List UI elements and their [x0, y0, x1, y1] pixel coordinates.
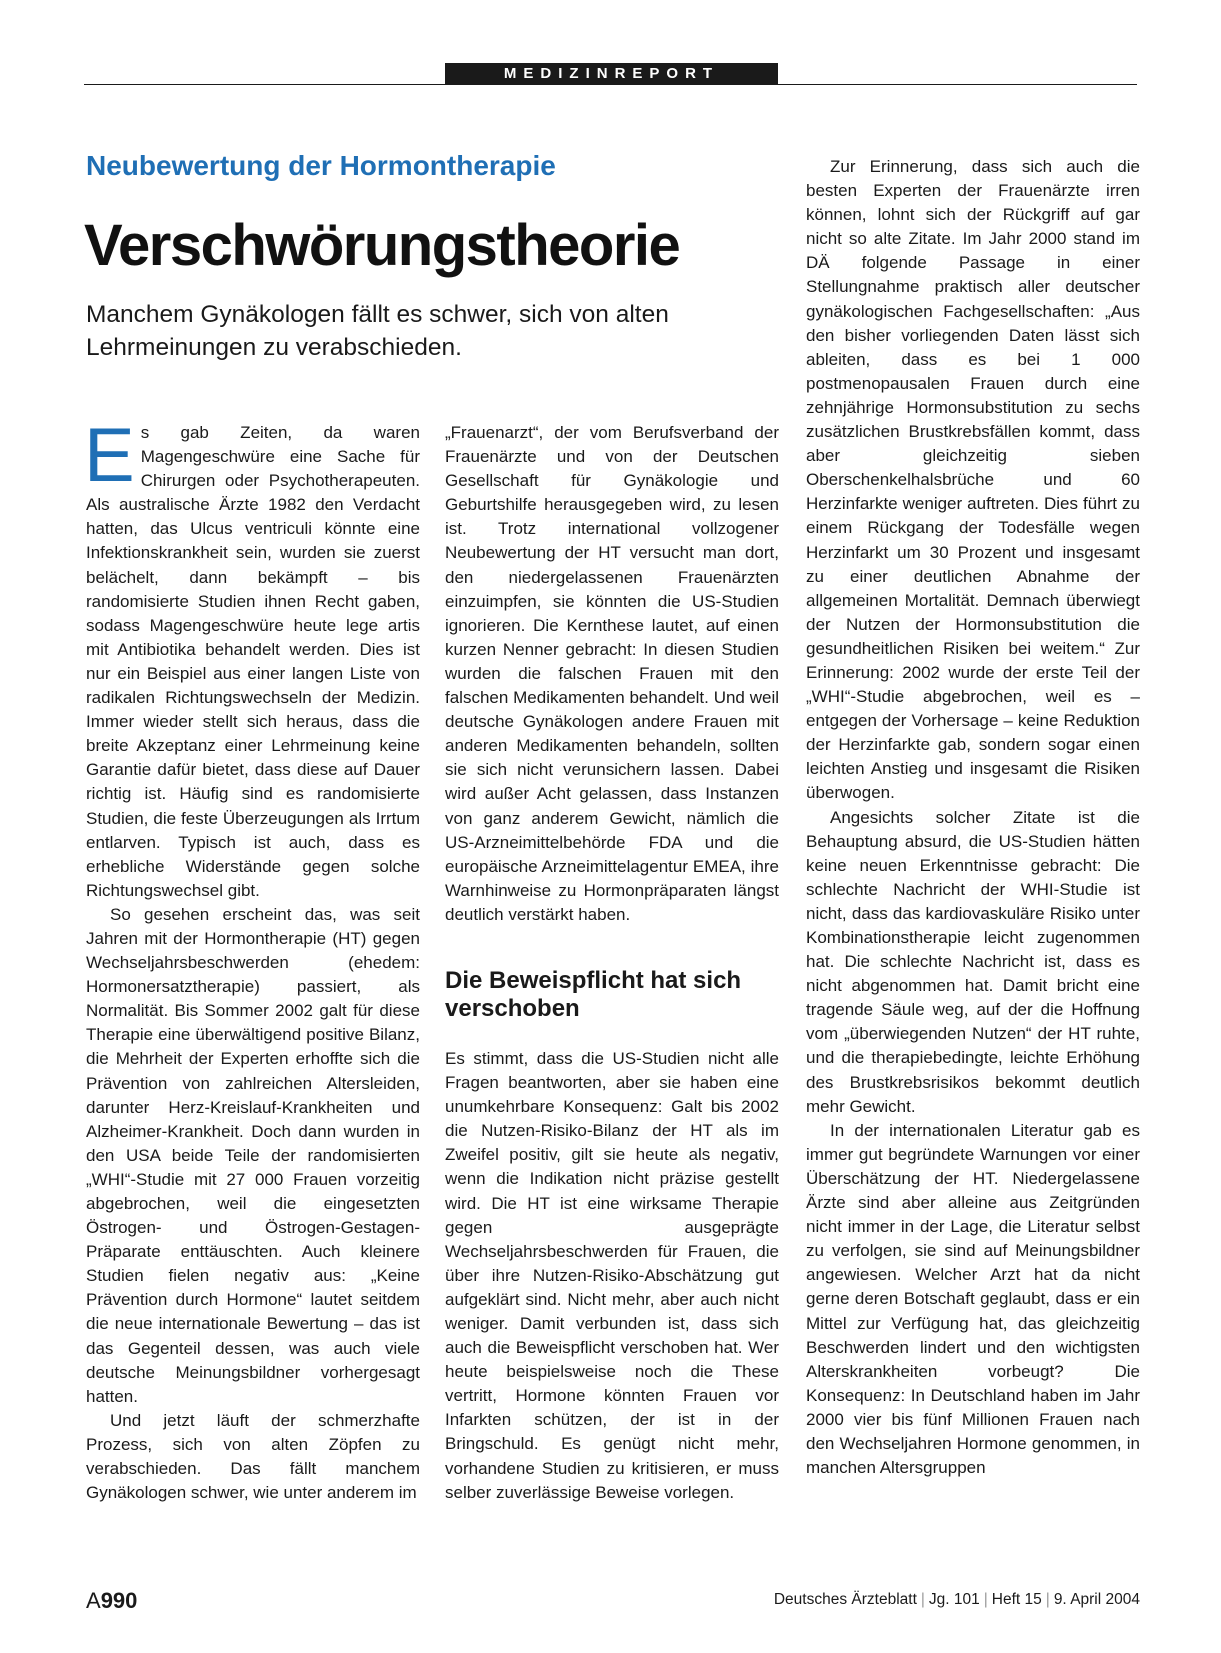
- page-letter: A: [86, 1588, 101, 1613]
- separator: |: [920, 1591, 925, 1608]
- paragraph: Angesichts solcher Zitate ist die Behauptung absurd, die US-Studien hätten keine neuen Erkenntnisse gebracht: Die schlechte Nachricht der WHI-Studie ist nicht, dass das kardiovaskuläre Risiko unter Kombinationstherapie leicht zugenommen hat. Die schlechte Nachricht ist, dass es nicht abgenommen hat. Damit bricht eine tragende Säule weg, auf der die Hoffnung vom „überwiegenden Nutzen“ der HT ruhte, und die therapiebedingte, leichte Erhöhung des Brustkrebsrisikos bekommt deutlich mehr Gewicht.: [806, 807, 1140, 1116]
- journal-name: Deutsches Ärzteblatt: [773, 1591, 917, 1608]
- article-standfirst: Manchem Gynäkologen fällt es schwer, sich von alten Lehrmeinungen zu verabschieden.: [86, 301, 669, 361]
- page-number-value: 990: [100, 1588, 138, 1613]
- section-tag: MEDIZINREPORT: [445, 63, 778, 85]
- article-title: Verschwörungstheorie: [84, 213, 680, 278]
- journal-issue: Heft 15: [991, 1591, 1042, 1608]
- journal-volume: Jg. 101: [928, 1591, 980, 1608]
- article-kicker: Neubewertung der Hormontherapie: [86, 150, 556, 181]
- separator: |: [1045, 1591, 1050, 1608]
- section-subheading: Die Beweispflicht hat sich verschoben: [445, 966, 742, 1022]
- text-column-3: [806, 155, 1140, 1480]
- publication-info: [774, 1591, 1140, 1609]
- paragraph: So gesehen erscheint das, was seit Jahren mit der Hormontherapie (HT) gegen Wechseljahrsbeschwerden (ehedem: Hormonersatztherapie) passiert, als Normalität. Bis Sommer 2002 galt für diese Therapie eine überwältigend positive Bilanz, die Mehrheit der Experten erhoffte sich die Prävention von zahlreichen Altersleiden, darunter Herz-Kreislauf-Krankheiten und Alzheimer-Krankheit. Doch dann wurden in den USA beide Teile der randomisierten „WHI“-Studie mit 27 000 Frauen vorzeitig abgebrochen, weil die eingesetzten Östrogen- und Östrogen-Gestagen-Präparate enttäuschten. Auch kleinere Studien fielen negativ aus: „Keine Prävention durch Hormone“ lautet seitdem die neue internationale Bewertung – das ist das Gegenteil dessen, was auch viele deutsche Meinungsbildner vorhergesagt hatten.: [86, 904, 420, 1406]
- drop-cap: E: [84, 413, 135, 498]
- paragraph: Es stimmt, dass die US-Studien nicht alle Fragen beantworten, aber sie haben eine unumkehrbare Konsequenz: Galt bis 2002 die Nutzen-Risiko-Bilanz der HT als im Zweifel positiv, gilt sie heute als negativ, wenn die Indikation nicht präzise gestellt wird. Die HT ist eine wirksame Therapie gegen ausgeprägte Wechseljahrsbeschwerden für Frauen, die über ihre Nutzen-Risiko-Abschätzung gut aufgeklärt sind. Nicht mehr, aber auch nicht weniger. Damit verbunden ist, dass sich auch die Beweispflicht verschoben hat. Wer heute beispielsweise noch die These vertritt, Hormone könnten Frauen vor Infarkten schützen, der ist in der Bringschuld. Es genügt nicht mehr, vorhandene Studien zu kritisieren, er muss selber zuverlässige Beweise vorlegen.: [445, 1048, 779, 1502]
- separator: |: [983, 1591, 988, 1608]
- text-column-1: [84, 413, 420, 1505]
- paragraph: „Frauenarzt“, der vom Berufsverband der Frauenärzte und von der Deutschen Gesellschaft für Gynäkologie und Geburtshilfe herausgegeben wird, zu lesen ist. Trotz international vollzogener Neubewertung der HT versucht man dort, den niedergelassenen Frauenärzten einzuimpfen, sie könnten die US-Studien ignorieren. Die Kernthese lautet, auf einen kurzen Nenner gebracht: In diesen Studien wurden die falschen Frauen mit den falschen Medikamenten behandelt. Und weil deutsche Gynäkologen andere Frauen mit anderen Medikamenten behandeln, sollten sie sich nicht verunsichern lassen. Dabei wird außer Acht gelassen, dass Instanzen von ganz anderem Gewicht, nämlich die US-Arzneimittelbehörde FDA und die europäische Arzneimittelagentur EMEA, ihre Warnhinweise zu Hormonpräparaten längst deutlich verstärkt haben.: [445, 423, 779, 924]
- text-column-2: [445, 421, 779, 1505]
- paragraph-text: s gab Zeiten, da waren Magengeschwüre eine Sache für Chirurgen oder Psychotherapeuten. Als australische Ärzte 1982 den Verdacht hatten, das Ulcus ventriculi könnte eine Infektionskrankheit sein, wurden sie zuerst belächelt, dann bekämpft – bis randomisierte Studien ihnen Recht gaben, sodass Magengeschwüre heute lege artis mit Antibiotika behandelt werden. Dies ist nur ein Beispiel aus einer langen Liste von radikalen Richtungswechseln der Medizin. Immer wieder stellt sich heraus, dass die breite Akzeptanz einer Lehrmeinung keine Garantie dafür bietet, dass diese auf Dauer richtig ist. Häufig sind es randomisierte Studien, die feste Überzeugungen als Irrtum entlarven. Typisch ist auch, dass es erhebliche Widerstände gegen solche Richtungswechsel gibt.: [86, 423, 420, 900]
- paragraph: Und jetzt läuft der schmerzhafte Prozess, sich von alten Zöpfen zu verabschieden. Das fällt manchem Gynäkologen schwer, wie unter anderem im: [86, 1410, 420, 1503]
- paragraph: [84, 413, 420, 903]
- publication-date: 9. April 2004: [1053, 1591, 1140, 1608]
- page-number: [86, 1588, 137, 1614]
- paragraph: In der internationalen Literatur gab es immer gut begründete Warnungen vor einer Überschätzung der HT. Niedergelassene Ärzte sind aber alleine aus Zeitgründen nicht immer in der Lage, die Literatur selbst zu verfolgen, sie sind auf Meinungsbildner angewiesen. Welcher Arzt hat da nicht gerne deren Botschaft geglaubt, dass er ein Mittel zur Verfügung hat, das gleichzeitig Beschwerden lindert und den wichtigsten Alterskrankheiten vorbeugt? Die Konsequenz: In Deutschland haben im Jahr 2000 vier bis fünf Millionen Frauen nach den Wechseljahren Hormone genommen, in manchen Altersgruppen: [806, 1120, 1140, 1478]
- paragraph: Zur Erinnerung, dass sich auch die besten Experten der Frauenärzte irren können, lohnt sich der Rückgriff auf gar nicht so alte Zitate. Im Jahr 2000 stand im DÄ folgende Passage in einer Stellungnahme praktisch aller deutscher gynäkologischen Fachgesellschaften: „Aus den bisher vorliegenden Daten lässt sich ableiten, dass es bei 1 000 postmenopausalen Frauen durch eine zehnjährige Hormonsubstitution zu sechs zusätzlichen Brustkrebsfällen kommt, dass aber gleichzeitig sieben Oberschenkelhalsbrüche und 60 Herzinfarkte weniger auftreten. Dies führt zu einem Rückgang der Todesfälle wegen Herzinfarkt um 30 Prozent und insgesamt zu einer deutlichen Abnahme der allgemeinen Mortalität. Demnach überwiegt der Nutzen der Hormonsubstitution die gesundheitlichen Risiken bei weitem.“ Zur Erinnerung: 2002 wurde der erste Teil der „WHI“-Studie abgebrochen, weil es – entgegen der Vorhersage – keine Reduktion der Herzinfarkte gab, sondern sogar einen leichten Anstieg und insgesamt die Risiken überwogen.: [806, 157, 1140, 803]
